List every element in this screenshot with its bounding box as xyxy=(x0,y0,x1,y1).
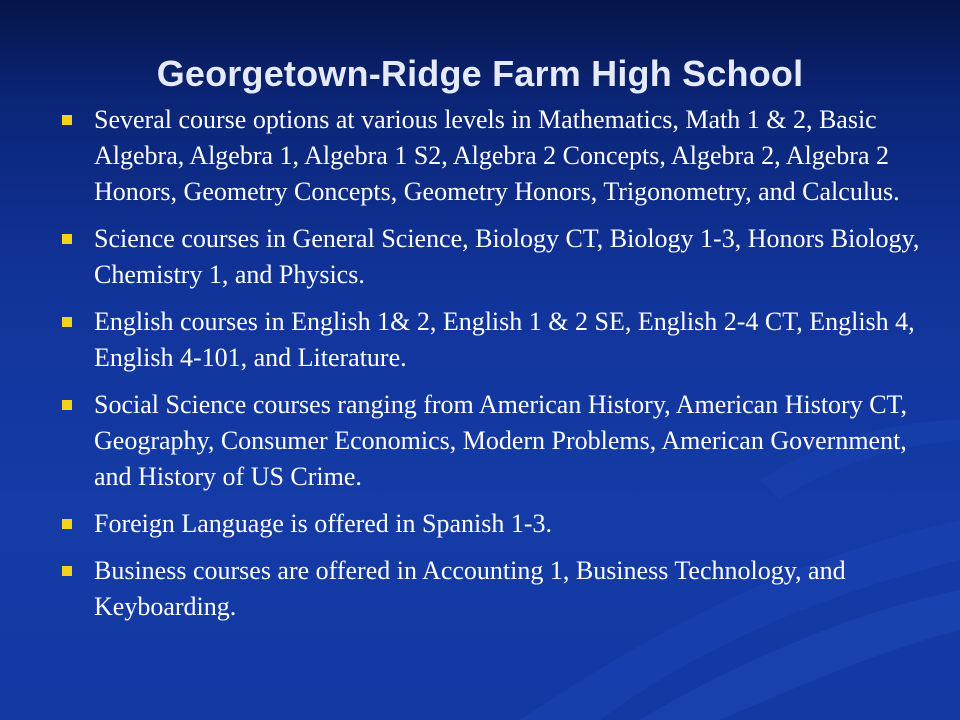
square-bullet-icon xyxy=(62,115,72,125)
bullet-text: Social Science courses ranging from American History, American History CT, Geography, Consumer Economics, Modern Problems, American Government, and History of US Crime. xyxy=(94,390,908,491)
bullet-item-social-science xyxy=(60,387,920,495)
bullet-item-english xyxy=(60,304,920,376)
bullet-item-foreign-language xyxy=(60,506,920,542)
bullet-text: Several course options at various levels in Mathematics, Math 1 & 2, Basic Algebra, Algebra 1, Algebra 1 S2, Algebra 2 Concepts, Algebra 2, Algebra 2 Honors, Geometry Concepts, Geometry Honors, Trigonometry, and Calculus. xyxy=(94,105,900,206)
bullet-text: Science courses in General Science, Biology CT, Biology 1-3, Honors Biology, Chemistry 1, and Physics. xyxy=(94,224,920,289)
bullet-item-mathematics xyxy=(60,102,920,210)
bullet-text: English courses in English 1& 2, English 1 & 2 SE, English 2-4 CT, English 4, English 4-101, and Literature. xyxy=(94,307,915,372)
square-bullet-icon xyxy=(62,519,72,529)
square-bullet-icon xyxy=(62,400,72,410)
bullet-item-business xyxy=(60,553,920,625)
square-bullet-icon xyxy=(62,234,72,244)
square-bullet-icon xyxy=(62,317,72,327)
bullet-text: Foreign Language is offered in Spanish 1-3. xyxy=(94,509,553,538)
bullet-list xyxy=(60,102,920,636)
bullet-text: Business courses are offered in Accounting 1, Business Technology, and Keyboarding. xyxy=(94,556,846,621)
square-bullet-icon xyxy=(62,566,72,576)
slide-title: Georgetown-Ridge Farm High School xyxy=(156,53,804,94)
bullet-item-science xyxy=(60,221,920,293)
